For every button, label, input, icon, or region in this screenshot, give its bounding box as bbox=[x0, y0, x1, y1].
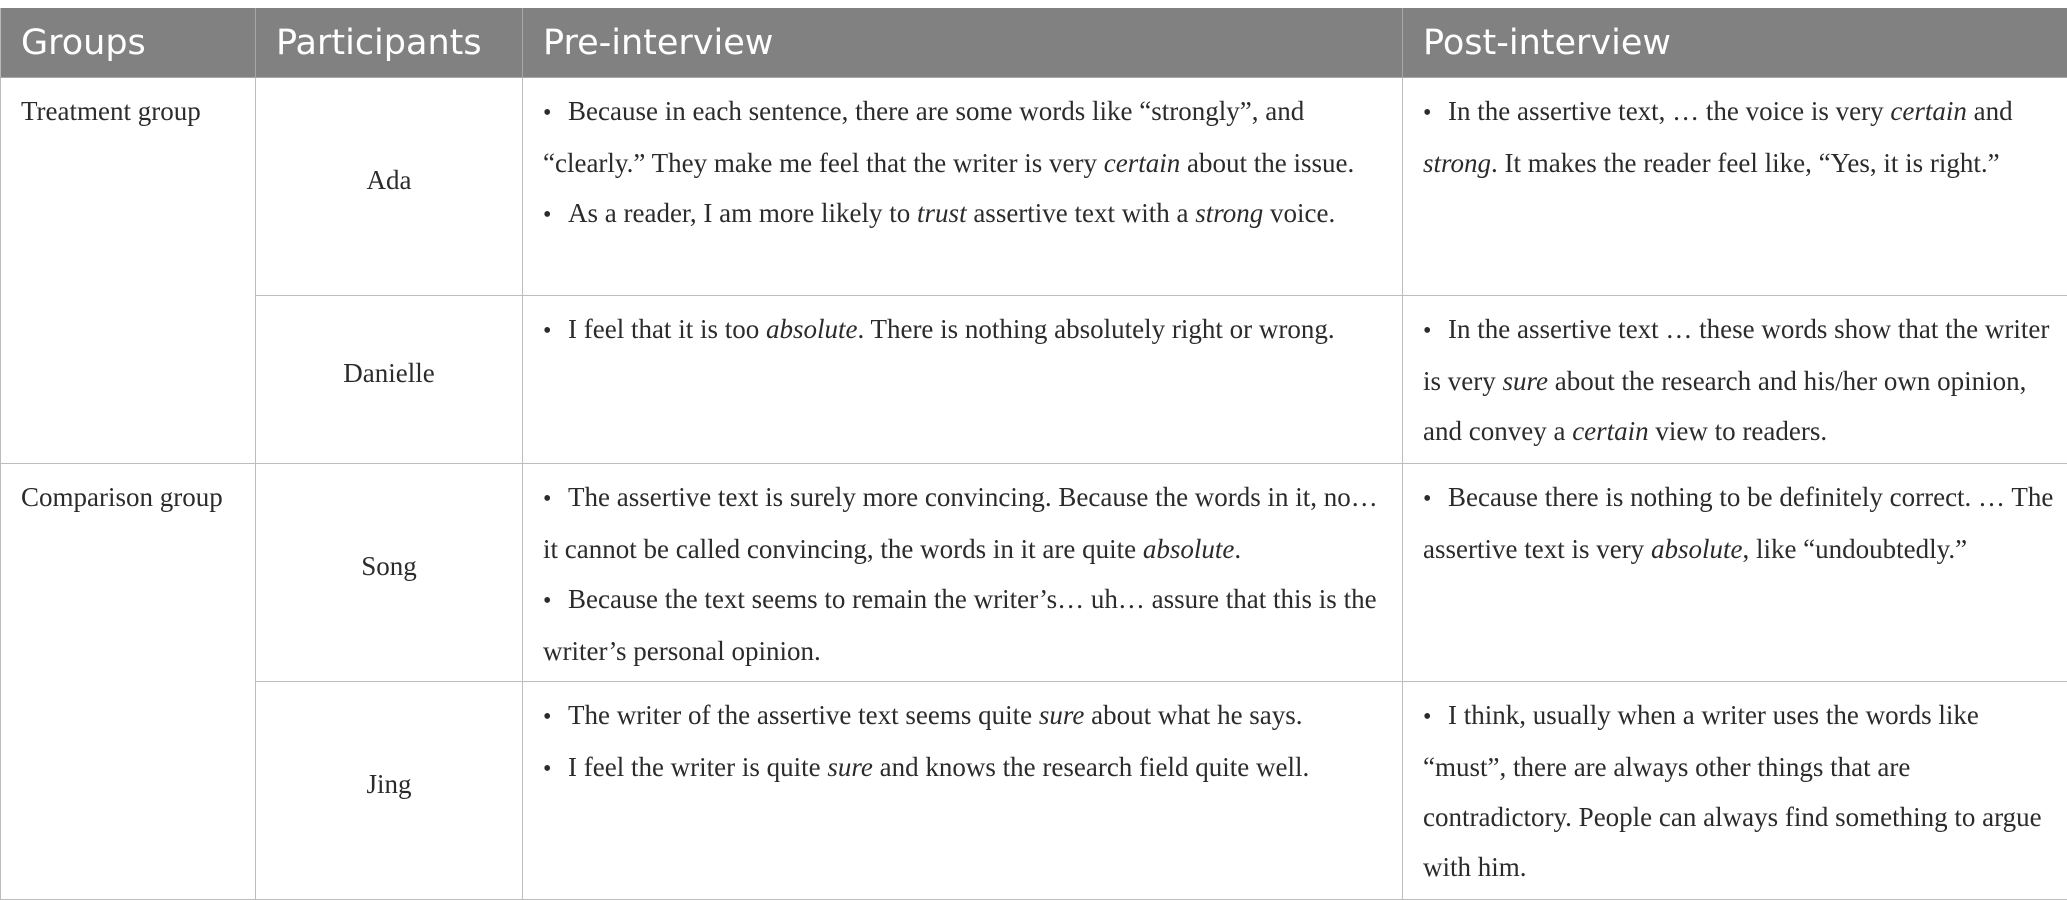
quote-text: Because the text seems to remain the writer’s… uh… assure that this is the writer’s personal opinion. bbox=[543, 584, 1377, 666]
quote-item bbox=[543, 86, 1390, 188]
quote-text: , like “undoubtedly.” bbox=[1742, 534, 1967, 564]
bullet-icon: • bbox=[543, 692, 568, 742]
pre-interview-cell bbox=[523, 296, 1403, 464]
participant-cell: Ada bbox=[256, 78, 523, 296]
bullet-icon: • bbox=[1423, 474, 1448, 524]
quote-text: I feel that it is too bbox=[568, 314, 766, 344]
quote-text: about the research and his/her own opinion, and convey a bbox=[1423, 366, 2026, 446]
quote-text: The writer of the assertive text seems quite bbox=[568, 700, 1039, 730]
group-cell: Treatment group bbox=[1, 78, 256, 464]
quote-text: about the issue. bbox=[1180, 148, 1354, 178]
quote-item bbox=[543, 304, 1390, 356]
quote-item bbox=[543, 742, 1390, 794]
quote-item bbox=[543, 472, 1390, 574]
bullet-icon: • bbox=[543, 88, 568, 138]
bullet-icon: • bbox=[543, 474, 568, 524]
header-post-interview: Post-interview bbox=[1403, 8, 2067, 78]
post-interview-cell bbox=[1403, 78, 2067, 296]
quote-text: I feel the writer is quite bbox=[568, 752, 827, 782]
emphasis-text: certain bbox=[1572, 416, 1648, 446]
quote-text: In the assertive text, … the voice is very bbox=[1448, 96, 1890, 126]
header-groups: Groups bbox=[1, 8, 256, 78]
quote-text: voice. bbox=[1263, 198, 1335, 228]
table-row bbox=[1, 296, 2067, 464]
table-row bbox=[1, 682, 2067, 900]
bullet-icon: • bbox=[543, 306, 568, 356]
quote-item bbox=[543, 690, 1390, 742]
quote-text: In the assertive text … these words show that the writer is very bbox=[1423, 314, 2049, 396]
group-cell: Comparison group bbox=[1, 464, 256, 900]
emphasis-text: sure bbox=[1502, 366, 1548, 396]
quote-item bbox=[543, 574, 1390, 676]
quote-text: about what he says. bbox=[1084, 700, 1302, 730]
pre-interview-cell bbox=[523, 464, 1403, 682]
bullet-icon: • bbox=[543, 190, 568, 240]
participant-cell: Jing bbox=[256, 682, 523, 900]
quote-text: The assertive text is surely more convincing. Because the words in it, no…it cannot be called convincing, the words in it are quite bbox=[543, 482, 1378, 564]
post-interview-cell bbox=[1403, 296, 2067, 464]
emphasis-text: trust bbox=[917, 198, 967, 228]
quote-text: and bbox=[1967, 96, 2013, 126]
post-interview-cell bbox=[1403, 682, 2067, 900]
table-row bbox=[1, 78, 2067, 296]
quote-text: . It makes the reader feel like, “Yes, it is right.” bbox=[1491, 148, 2000, 178]
participant-cell: Danielle bbox=[256, 296, 523, 464]
interview-comparison-table bbox=[0, 8, 2067, 900]
quote-text: and knows the research field quite well. bbox=[873, 752, 1309, 782]
quote-item bbox=[543, 188, 1390, 240]
quote-item bbox=[1423, 690, 2055, 892]
emphasis-text: absolute bbox=[766, 314, 858, 344]
quote-item bbox=[1423, 472, 2055, 574]
bullet-icon: • bbox=[543, 576, 568, 626]
emphasis-text: certain bbox=[1890, 96, 1966, 126]
pre-interview-cell bbox=[523, 78, 1403, 296]
table-row bbox=[1, 464, 2067, 682]
emphasis-text: strong bbox=[1423, 148, 1491, 178]
quote-text: view to readers. bbox=[1649, 416, 1827, 446]
header-pre-interview: Pre-interview bbox=[523, 8, 1403, 78]
emphasis-text: certain bbox=[1104, 148, 1180, 178]
quote-item bbox=[1423, 86, 2055, 188]
bullet-icon: • bbox=[1423, 692, 1448, 742]
header-participants: Participants bbox=[256, 8, 523, 78]
quote-text: I think, usually when a writer uses the words like “must”, there are always other things that are contradictory. People can always find something to argue with him. bbox=[1423, 700, 2042, 882]
emphasis-text: sure bbox=[827, 752, 873, 782]
bullet-icon: • bbox=[1423, 306, 1448, 356]
emphasis-text: absolute bbox=[1143, 534, 1235, 564]
emphasis-text: absolute bbox=[1651, 534, 1743, 564]
pre-interview-cell bbox=[523, 682, 1403, 900]
post-interview-cell bbox=[1403, 464, 2067, 682]
quote-text: . There is nothing absolutely right or wrong. bbox=[857, 314, 1334, 344]
quote-text: As a reader, I am more likely to bbox=[568, 198, 917, 228]
quote-text: assertive text with a bbox=[967, 198, 1196, 228]
quote-text: Because there is nothing to be definitely correct. … The assertive text is very bbox=[1423, 482, 2053, 564]
bullet-icon: • bbox=[543, 744, 568, 794]
bullet-icon: • bbox=[1423, 88, 1448, 138]
quote-text: . bbox=[1234, 534, 1241, 564]
header-row bbox=[1, 8, 2067, 78]
emphasis-text: sure bbox=[1039, 700, 1085, 730]
emphasis-text: strong bbox=[1195, 198, 1263, 228]
participant-cell: Song bbox=[256, 464, 523, 682]
quote-text: Because in each sentence, there are some words like “strongly”, and “clearly.” They make me feel that the writer is very bbox=[543, 96, 1304, 178]
quote-item bbox=[1423, 304, 2055, 456]
